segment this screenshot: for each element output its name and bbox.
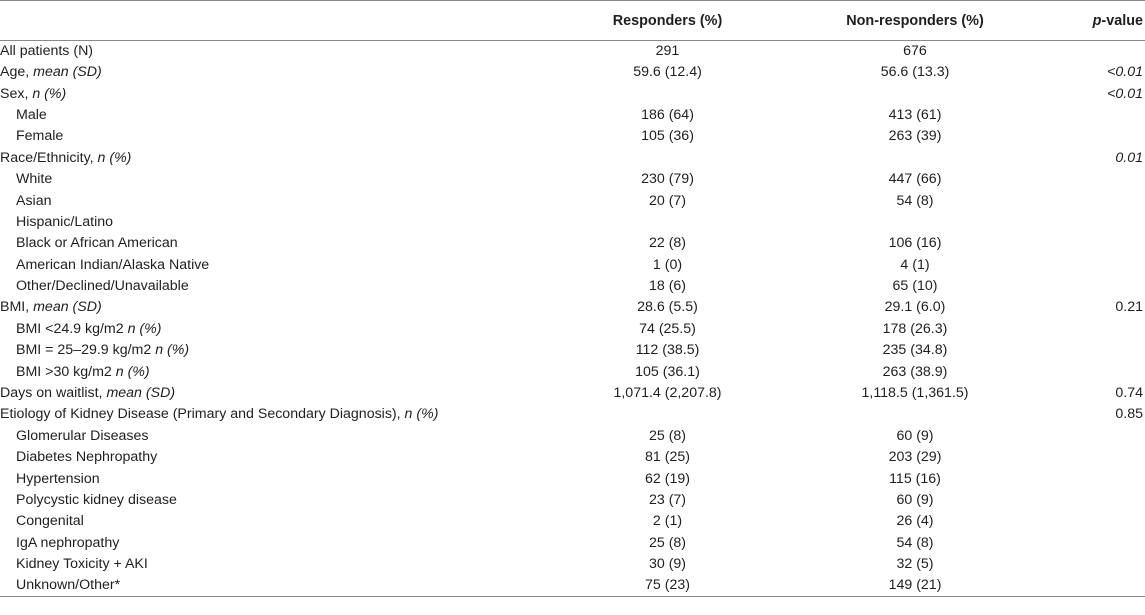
cell-responders: 112 (38.5) bbox=[635, 342, 700, 359]
table-row bbox=[0, 148, 1145, 169]
cell-non-responders: 447 (66) bbox=[888, 171, 942, 188]
cell-p-value: 0.21 bbox=[1115, 299, 1143, 316]
cell-non-responders: 413 (61) bbox=[888, 106, 942, 123]
row-label-text: Diabetes Nephropathy bbox=[16, 449, 158, 466]
cell-p-value bbox=[1065, 126, 1145, 147]
row-label-qualifier: n (%) bbox=[97, 149, 132, 166]
cell-responders: 59.6 (12.4) bbox=[633, 64, 702, 81]
row-label-qualifier: n (%) bbox=[115, 363, 150, 380]
row-label-text: Etiology of Kidney Disease (Primary and Secondary Diagnosis), bbox=[0, 406, 405, 423]
cell-p-value bbox=[1065, 41, 1145, 63]
table-row bbox=[0, 169, 1145, 190]
table-row bbox=[0, 511, 1145, 532]
table-row bbox=[0, 126, 1145, 147]
row-label-text: Hispanic/Latino bbox=[16, 213, 114, 230]
row-label-qualifier: n (%) bbox=[32, 85, 67, 102]
cell-responders: 74 (25.5) bbox=[639, 320, 696, 337]
row-label bbox=[0, 212, 540, 233]
cell-non-responders: 1,118.5 (1,361.5) bbox=[861, 385, 969, 402]
cell-responders: 28.6 (5.5) bbox=[637, 299, 698, 316]
table-row bbox=[0, 361, 1145, 382]
header-p-value bbox=[1065, 1, 1145, 41]
row-label bbox=[0, 297, 540, 318]
row-label-text: Kidney Toxicity + AKI bbox=[16, 556, 148, 573]
cell-responders: 22 (8) bbox=[648, 235, 687, 252]
table-row bbox=[0, 533, 1145, 554]
table-row bbox=[0, 276, 1145, 297]
cell-non-responders: 263 (39) bbox=[888, 128, 942, 145]
cell-non-responders: 60 (9) bbox=[896, 427, 934, 444]
cell-p-value: 0.74 bbox=[1115, 385, 1143, 402]
cell-responders: 81 (25) bbox=[645, 449, 690, 466]
row-label-text: Asian bbox=[16, 192, 52, 209]
row-label-text: Age, bbox=[0, 64, 34, 81]
cell-p-value bbox=[1065, 212, 1145, 233]
cell-p-value bbox=[1065, 575, 1145, 597]
row-label bbox=[0, 383, 540, 404]
cell-responders: 1,071.4 (2,207.8) bbox=[613, 385, 722, 402]
header-p-italic: p bbox=[1092, 12, 1102, 29]
row-label bbox=[0, 41, 540, 63]
cell-responders: 25 (8) bbox=[648, 427, 687, 444]
table-row bbox=[0, 255, 1145, 276]
cell-p-value bbox=[1065, 533, 1145, 554]
row-label-text: Male bbox=[16, 106, 47, 123]
table-row bbox=[0, 490, 1145, 511]
cell-responders: 75 (23) bbox=[540, 575, 765, 597]
cell-responders: 20 (7) bbox=[648, 192, 687, 209]
cell-non-responders: 235 (34.8) bbox=[882, 342, 948, 359]
header-row bbox=[0, 1, 1145, 41]
row-label-qualifier: n (%) bbox=[155, 342, 190, 359]
row-label-qualifier: mean (SD) bbox=[106, 385, 176, 402]
cell-non-responders: 115 (16) bbox=[889, 470, 941, 487]
row-label bbox=[0, 233, 540, 254]
row-label-text: IgA nephropathy bbox=[16, 534, 120, 551]
row-label-text: BMI, bbox=[0, 299, 34, 316]
cell-p-value: 0.85 bbox=[1115, 406, 1143, 423]
row-label bbox=[0, 148, 540, 169]
cell-p-value bbox=[1065, 169, 1145, 190]
cell-non-responders: 32 (5) bbox=[896, 556, 934, 573]
table-row bbox=[0, 575, 1145, 597]
cell-responders bbox=[540, 212, 765, 233]
cell-non-responders: 60 (9) bbox=[896, 492, 934, 508]
cell-non-responders: 54 (8) bbox=[896, 534, 934, 551]
cell-p-value bbox=[1065, 276, 1145, 297]
row-label bbox=[0, 126, 540, 147]
row-label-text: Other/Declined/Unavailable bbox=[16, 278, 189, 295]
cell-non-responders bbox=[765, 148, 1065, 169]
cell-responders: 105 (36.1) bbox=[635, 363, 700, 380]
row-label bbox=[0, 447, 540, 468]
cell-responders: 1 (0) bbox=[652, 256, 683, 273]
cell-responders bbox=[540, 83, 765, 104]
cell-non-responders: 178 (26.3) bbox=[882, 320, 948, 337]
cell-non-responders: 106 (16) bbox=[888, 235, 942, 252]
cell-responders: 25 (8) bbox=[648, 534, 687, 551]
row-label bbox=[0, 83, 540, 104]
row-label bbox=[0, 361, 540, 382]
row-label-qualifier: n (%) bbox=[127, 320, 162, 337]
cell-p-value bbox=[1065, 468, 1145, 489]
row-label bbox=[0, 169, 540, 190]
row-label-text: Glomerular Diseases bbox=[16, 427, 149, 444]
table-row bbox=[0, 62, 1145, 83]
row-label bbox=[0, 255, 540, 276]
row-label-text: Female bbox=[16, 128, 64, 145]
header-label bbox=[0, 1, 540, 41]
table-row bbox=[0, 340, 1145, 361]
row-label-text: Black or African American bbox=[16, 235, 178, 252]
cell-responders: 18 (6) bbox=[648, 278, 687, 295]
row-label bbox=[0, 554, 540, 575]
row-label-text: Unknown/Other* bbox=[16, 577, 121, 594]
row-label-text: BMI <24.9 kg/m2 bbox=[16, 320, 128, 337]
table-row bbox=[0, 383, 1145, 404]
table-row bbox=[0, 212, 1145, 233]
table-row bbox=[0, 426, 1145, 447]
cell-non-responders: 4 (1) bbox=[900, 256, 930, 273]
row-label-text: Congenital bbox=[16, 513, 84, 530]
cell-responders bbox=[540, 148, 765, 169]
row-label-text: BMI = 25–29.9 kg/m2 bbox=[16, 342, 156, 359]
row-label-text: White bbox=[16, 171, 53, 188]
header-responders: Responders (%) bbox=[540, 1, 765, 41]
row-label-qualifier: mean (SD) bbox=[33, 64, 102, 81]
table-body bbox=[0, 41, 1145, 597]
cell-p-value bbox=[1065, 233, 1145, 254]
row-label-text: Polycystic kidney disease bbox=[16, 492, 177, 508]
row-label-text: Days on waitlist, bbox=[0, 385, 107, 402]
row-label bbox=[0, 426, 540, 447]
table-row bbox=[0, 190, 1145, 211]
row-label bbox=[0, 468, 540, 489]
row-label-text: Hypertension bbox=[16, 470, 100, 487]
cell-non-responders bbox=[765, 83, 1065, 104]
cell-p-value bbox=[1065, 447, 1145, 468]
table-row bbox=[0, 404, 1145, 425]
header-non-responders: Non-responders (%) bbox=[765, 1, 1065, 41]
cell-non-responders: 203 (29) bbox=[888, 449, 942, 466]
table-row bbox=[0, 554, 1145, 575]
row-label bbox=[0, 105, 540, 126]
cell-non-responders: 54 (8) bbox=[896, 192, 934, 209]
row-label bbox=[0, 62, 540, 83]
cell-responders: 23 (7) bbox=[648, 492, 687, 508]
cell-p-value bbox=[1065, 255, 1145, 276]
cell-p-value bbox=[1065, 426, 1145, 447]
header-p-rest: -value bbox=[1101, 12, 1143, 29]
cell-p-value bbox=[1065, 340, 1145, 361]
cell-p-value: <0.01 bbox=[1107, 85, 1143, 102]
cell-responders: 30 (9) bbox=[648, 556, 687, 573]
row-label bbox=[0, 575, 540, 597]
table-row bbox=[0, 297, 1145, 318]
cell-p-value: 0.01 bbox=[1115, 149, 1143, 166]
cell-non-responders: 263 (38.9) bbox=[882, 363, 948, 380]
row-label bbox=[0, 404, 540, 425]
cell-p-value bbox=[1065, 105, 1145, 126]
cell-p-value bbox=[1065, 554, 1145, 575]
cell-p-value bbox=[1065, 319, 1145, 340]
cell-responders: 291 bbox=[655, 43, 680, 59]
row-label bbox=[0, 319, 540, 340]
cell-non-responders: 676 bbox=[903, 43, 927, 59]
row-label-qualifier: n (%) bbox=[404, 406, 439, 423]
cell-non-responders: 56.6 (13.3) bbox=[880, 64, 950, 81]
cell-responders: 105 (36) bbox=[641, 128, 694, 145]
row-label bbox=[0, 533, 540, 554]
row-label-qualifier: mean (SD) bbox=[33, 299, 102, 316]
cell-non-responders: 26 (4) bbox=[896, 513, 934, 530]
cell-responders: 62 (19) bbox=[645, 470, 690, 487]
cell-responders: 2 (1) bbox=[652, 513, 683, 530]
cell-non-responders: 29.1 (6.0) bbox=[884, 299, 946, 316]
row-label bbox=[0, 276, 540, 297]
cell-non-responders bbox=[765, 212, 1065, 233]
cell-non-responders bbox=[765, 404, 1065, 425]
table-header bbox=[0, 1, 1145, 41]
row-label bbox=[0, 190, 540, 211]
cell-p-value bbox=[1065, 490, 1145, 511]
row-label-text: American Indian/Alaska Native bbox=[16, 256, 210, 273]
table-row bbox=[0, 83, 1145, 104]
table-row bbox=[0, 447, 1145, 468]
cell-p-value bbox=[1065, 511, 1145, 532]
cell-responders bbox=[540, 404, 765, 425]
row-label bbox=[0, 490, 540, 511]
row-label bbox=[0, 340, 540, 361]
row-label-text: Sex, bbox=[0, 85, 33, 102]
row-label-text: BMI >30 kg/m2 bbox=[16, 363, 116, 380]
table-row bbox=[0, 233, 1145, 254]
cell-p-value: <0.01 bbox=[1107, 64, 1143, 81]
cell-responders: 186 (64) bbox=[641, 106, 694, 123]
cell-responders: 230 (79) bbox=[641, 171, 694, 188]
row-label bbox=[0, 511, 540, 532]
table-row bbox=[0, 41, 1145, 63]
cell-non-responders: 149 (21) bbox=[765, 575, 1065, 597]
row-label-text: All patients (N) bbox=[0, 43, 94, 59]
row-label-text: Race/Ethnicity, bbox=[0, 149, 98, 166]
table-row bbox=[0, 105, 1145, 126]
cell-non-responders: 65 (10) bbox=[892, 278, 938, 295]
cell-p-value bbox=[1065, 190, 1145, 211]
table-row bbox=[0, 319, 1145, 340]
table-row bbox=[0, 468, 1145, 489]
cell-p-value bbox=[1065, 361, 1145, 382]
